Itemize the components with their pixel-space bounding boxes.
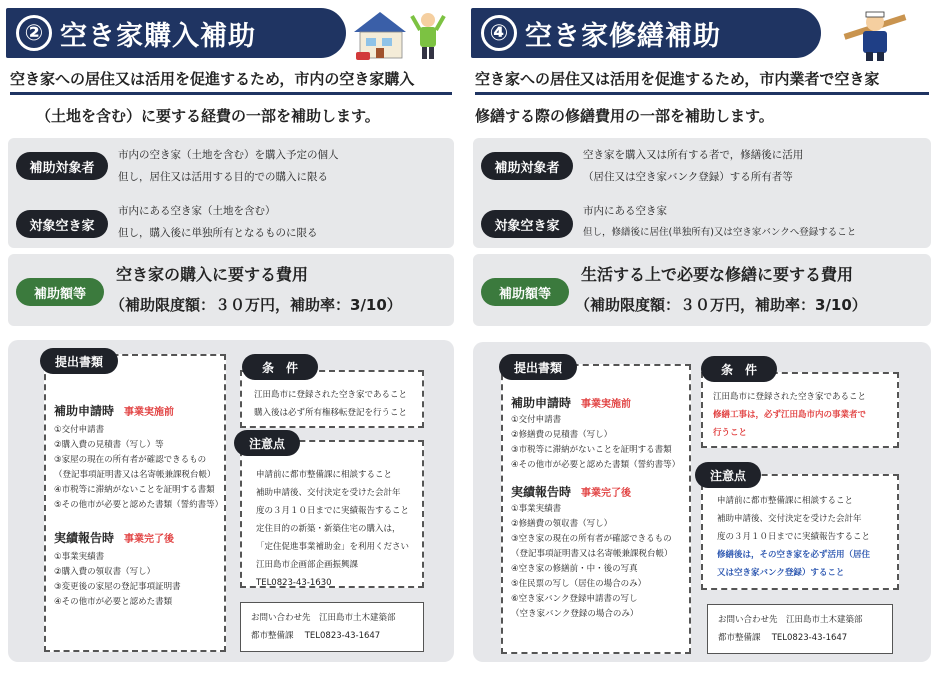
panel-purchase-subsidy (0, 0, 462, 674)
report-items: ①事業実績書 ②購入費の領収書（写し） ③変更後の家屋の登記事項証明書 ④その他市が必要と認めた書類 (54, 552, 181, 607)
conditions-box: 江田島市に登録された空き家であること 修繕工事は，必ず江田島市内の事業者で 行うこと (701, 372, 899, 448)
house-family-illustration (352, 6, 452, 62)
title-bar (6, 8, 346, 58)
panel-repair-subsidy (465, 0, 939, 674)
intro-text (465, 60, 939, 126)
contact-box: お問い合わせ先 江田島市土木建築部 都市整備課 TEL0823-43-1647 (707, 604, 893, 654)
carpenter-illustration (841, 6, 911, 62)
report-heading: 実績報告時 事業完了後 (54, 531, 175, 545)
amount-label: 補助額等 (481, 278, 569, 306)
notes-box: 申請前に都市整備課に相談すること 補助申請後、交付決定を受けた会計年 度の３月１０日までに実績報告すること 修繕後は，その空き家を必ず活用（居住 又は空き家バンク登録）すること (701, 474, 899, 590)
intro-text (0, 60, 462, 126)
documents-section (8, 340, 454, 662)
page-title: 空き家修繕補助 (525, 20, 721, 52)
target-info-box (473, 138, 931, 248)
amount-sub: （補助限度額：３０万円，補助率：3/10） (110, 296, 402, 314)
target-person-text: 空き家を購入又は所有する者で，修繕後に活用 （居住又は空き家バンク登録）する所有者等 (583, 149, 804, 183)
amount-box (8, 254, 454, 326)
documents-section (473, 342, 931, 662)
page-title: 空き家購入補助 (60, 20, 256, 52)
apply-items: ①交付申請書 ②修繕費の見積書（写し） ③市税等に滞納がないことを証明する書類 ④その他市が必要と認めた書類（誓約書等） (511, 415, 681, 470)
report-items: ①事業実績書 ②修繕費の領収書（写し） ③空き家の現在の所有者が確認できるもの （登記事項証明書又は名寄帳兼課税台帳） ④空き家の修繕前・中・後の写真 ⑤住民票の写し（居住の場合のみ） ⑥空き家バンク登録申請書の写し （空き家バンク登録の場合のみ） (511, 504, 673, 619)
documents-list (44, 354, 226, 652)
amount-box (473, 254, 931, 326)
target-person-label: 補助対象者 (16, 152, 108, 180)
target-person-label: 補助対象者 (481, 152, 573, 180)
intro-line-1: 空き家への居住又は活用を促進するため，市内の空き家購入 (10, 60, 452, 95)
contact-box: お問い合わせ先 江田島市土木建築部 都市整備課 TEL0823-43-1647 (240, 602, 424, 652)
intro-line-1: 空き家への居住又は活用を促進するため，市内業者で空き家 (475, 60, 929, 95)
intro-line-2: （土地を含む）に要する経費の一部を補助します。 (36, 107, 380, 125)
target-info-box (8, 138, 454, 248)
amount-label: 補助額等 (16, 278, 104, 306)
title-number: ④ (481, 15, 517, 51)
amount-main: 生活する上で必要な修繕に要する費用 (581, 265, 854, 284)
notes-tag: 注意点 (234, 430, 300, 456)
documents-tag: 提出書類 (499, 354, 577, 380)
notes-box: 申請前に都市整備課に相談すること 補助申請後、交付決定を受けた会計年 度の３月１０日までに実績報告すること 定住目的の新築・新築住宅の購入は， 「定住促進事業補助金」を利用ください 江田島市企画部企画振興課 TEL0823-43-1630 (240, 440, 424, 588)
conditions-box: 江田島市に登録された空き家であること 購入後は必ず所有権移転登記を行うこと (240, 370, 424, 428)
target-person-text: 市内の空き家（土地を含む）を購入予定の個人 但し，居住又は活用する目的での購入に限る (118, 149, 339, 183)
conditions-tag: 条 件 (701, 356, 777, 382)
target-house-text: 市内にある空き家 但し，修繕後に居住(単独所有)又は空き家バンクへ登録すること (583, 205, 857, 238)
amount-main: 空き家の購入に要する費用 (116, 265, 309, 284)
documents-list (501, 364, 691, 654)
target-house-text: 市内にある空き家（土地を含む） 但し，購入後に単独所有となるものに限る (118, 205, 318, 239)
intro-line-2: 修繕する際の修繕費用の一部を補助します。 (475, 107, 774, 125)
title-bar (471, 8, 821, 58)
title-number: ② (16, 15, 52, 51)
documents-tag: 提出書類 (40, 348, 118, 374)
report-heading: 実績報告時 事業完了後 (511, 485, 632, 499)
conditions-tag: 条 件 (242, 354, 318, 380)
target-house-label: 対象空き家 (481, 210, 573, 238)
apply-items: ①交付申請書 ②購入費の見積書（写し）等 ③家屋の現在の所有者が確認できるもの （登記事項証明書又は名寄帳兼課税台帳） ④市税等に滞納がないことを証明する書類 ⑤その他市が必要と認めた書類（誓約書等） (54, 425, 224, 510)
target-house-label: 対象空き家 (16, 210, 108, 238)
notes-tag: 注意点 (695, 462, 761, 488)
amount-sub: （補助限度額：３０万円，補助率：3/10） (575, 296, 867, 314)
apply-heading: 補助申請時 事業実施前 (511, 396, 632, 410)
apply-heading: 補助申請時 事業実施前 (54, 404, 175, 418)
